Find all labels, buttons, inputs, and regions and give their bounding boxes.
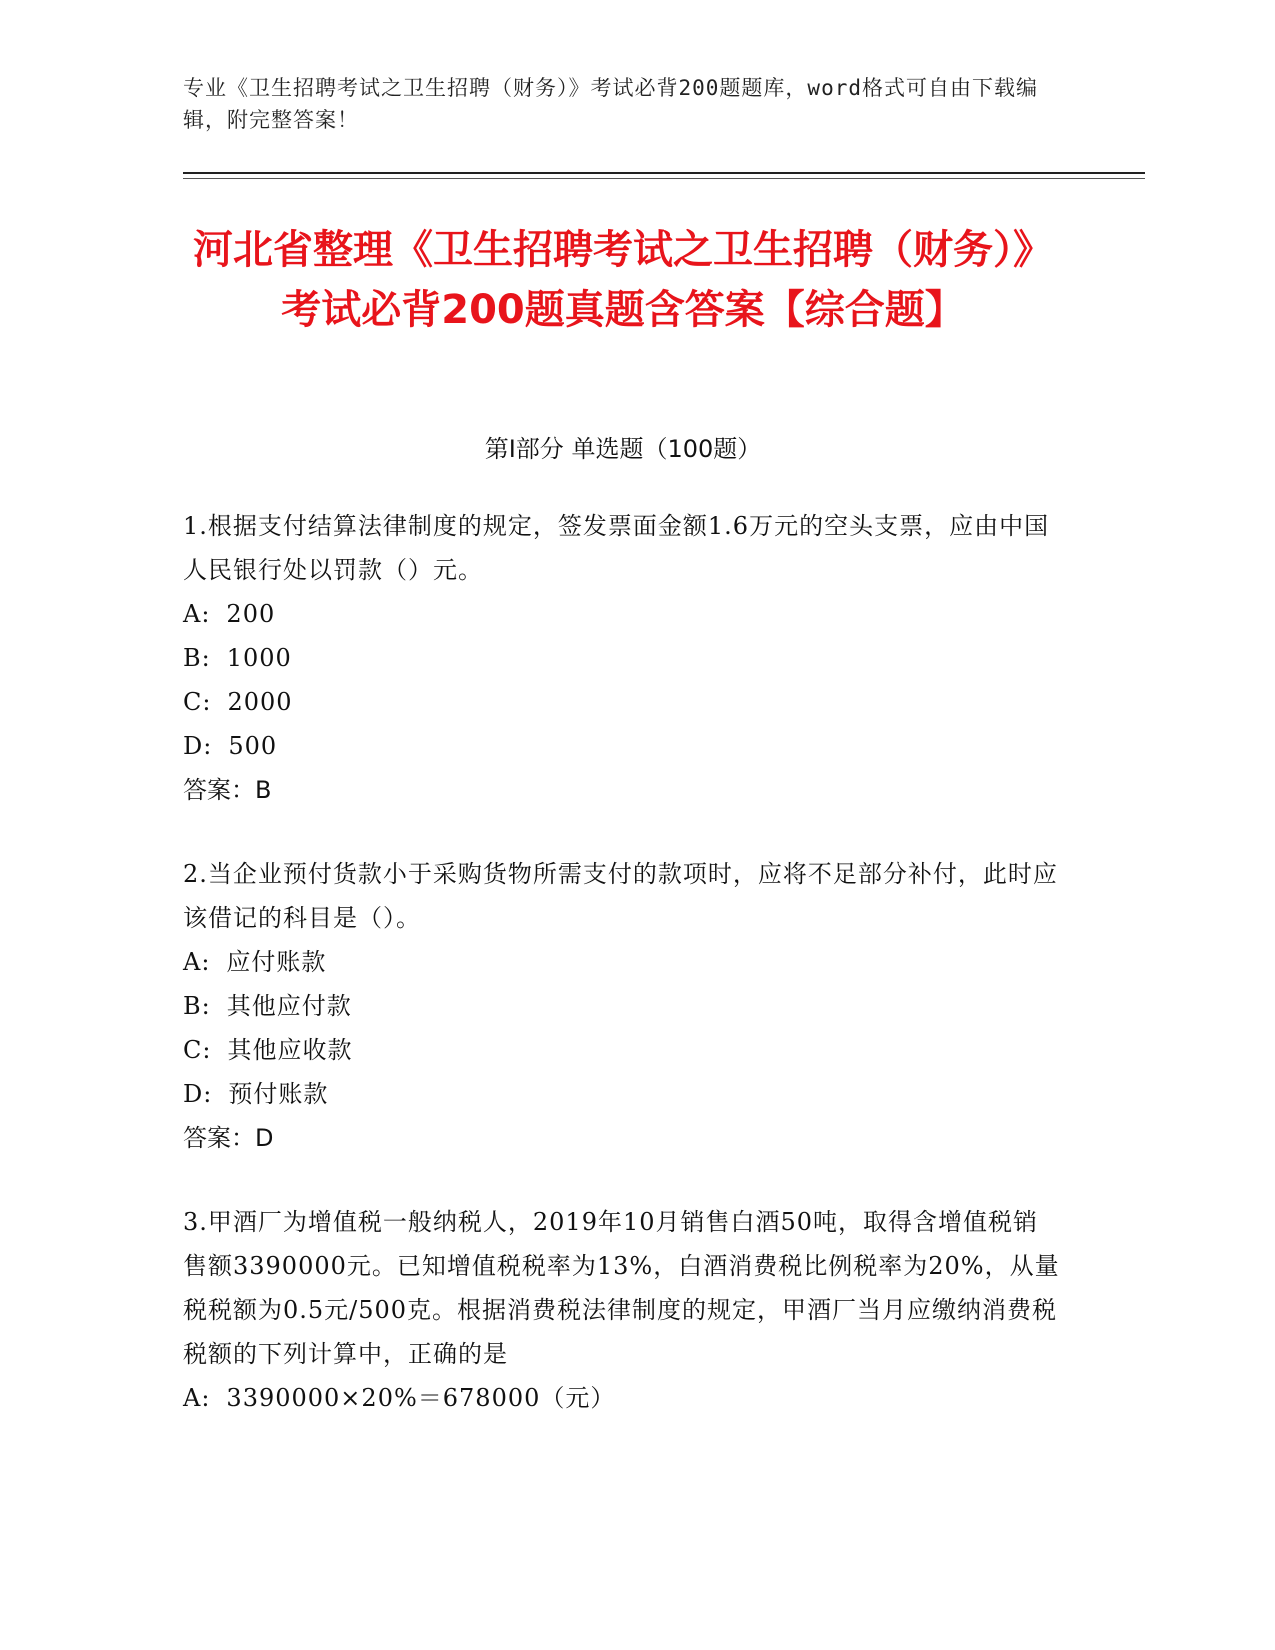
option-b: [183, 984, 1063, 1028]
option-letter: C:: [183, 688, 212, 716]
option-b: [183, 636, 1063, 680]
question-stem: 3.甲酒厂为增值税一般纳税人，2019年10月销售白酒50吨，取得含增值税销售额3390000元。已知增值税税率为13%，白酒消费税比例税率为20%，从量税税额为0.5元/500克。根据消费税法律制度的规定，甲酒厂当月应缴纳消费税税额的下列计算中，正确的是: [183, 1208, 1060, 1368]
option-text: 1000: [226, 644, 292, 672]
option-letter: D:: [183, 732, 213, 760]
answer-line: 答案：B: [183, 776, 272, 804]
option-d: [183, 724, 1063, 768]
question-1: [183, 504, 1063, 812]
option-letter: B:: [183, 992, 211, 1020]
question-2: [183, 852, 1063, 1160]
option-letter: A:: [183, 1384, 211, 1412]
option-text: 预付账款: [228, 1080, 329, 1108]
question-stem: 1.根据支付结算法律制度的规定，签发票面金额1.6万元的空头支票，应由中国人民银行处以罚款（）元。: [183, 512, 1050, 584]
option-text: 应付账款: [226, 948, 327, 976]
option-text: 500: [228, 732, 278, 760]
option-c: [183, 680, 1063, 724]
option-letter: D:: [183, 1080, 213, 1108]
option-a: [183, 940, 1063, 984]
option-text: 200: [226, 600, 276, 628]
option-letter: A:: [183, 600, 211, 628]
header-note: 专业《卫生招聘考试之卫生招聘（财务）》考试必背200题题库，word格式可自由下载编辑，附完整答案！: [183, 76, 1038, 132]
document-title: 河北省整理《卫生招聘考试之卫生招聘（财务）》考试必背200题真题含答案【综合题】: [193, 227, 1053, 333]
option-text: 其他应收款: [227, 1036, 353, 1064]
header-divider-thick: [183, 172, 1145, 174]
section-heading: 第I部分 单选题（100题）: [484, 435, 762, 463]
option-text: 2000: [227, 688, 293, 716]
option-a: [183, 592, 1063, 636]
header-divider-thin: [183, 178, 1145, 179]
option-letter: C:: [183, 1036, 212, 1064]
answer-line: 答案：D: [183, 1124, 274, 1152]
option-letter: A:: [183, 948, 211, 976]
question-3: [183, 1200, 1063, 1420]
option-text: 其他应付款: [226, 992, 352, 1020]
option-a: [183, 1376, 1063, 1420]
option-d: [183, 1072, 1063, 1116]
question-stem: 2.当企业预付货款小于采购货物所需支付的款项时，应将不足部分补付，此时应该借记的科目是（）。: [183, 860, 1058, 932]
option-letter: B:: [183, 644, 211, 672]
option-c: [183, 1028, 1063, 1072]
option-text: 3390000×20%＝678000（元）: [226, 1384, 616, 1412]
